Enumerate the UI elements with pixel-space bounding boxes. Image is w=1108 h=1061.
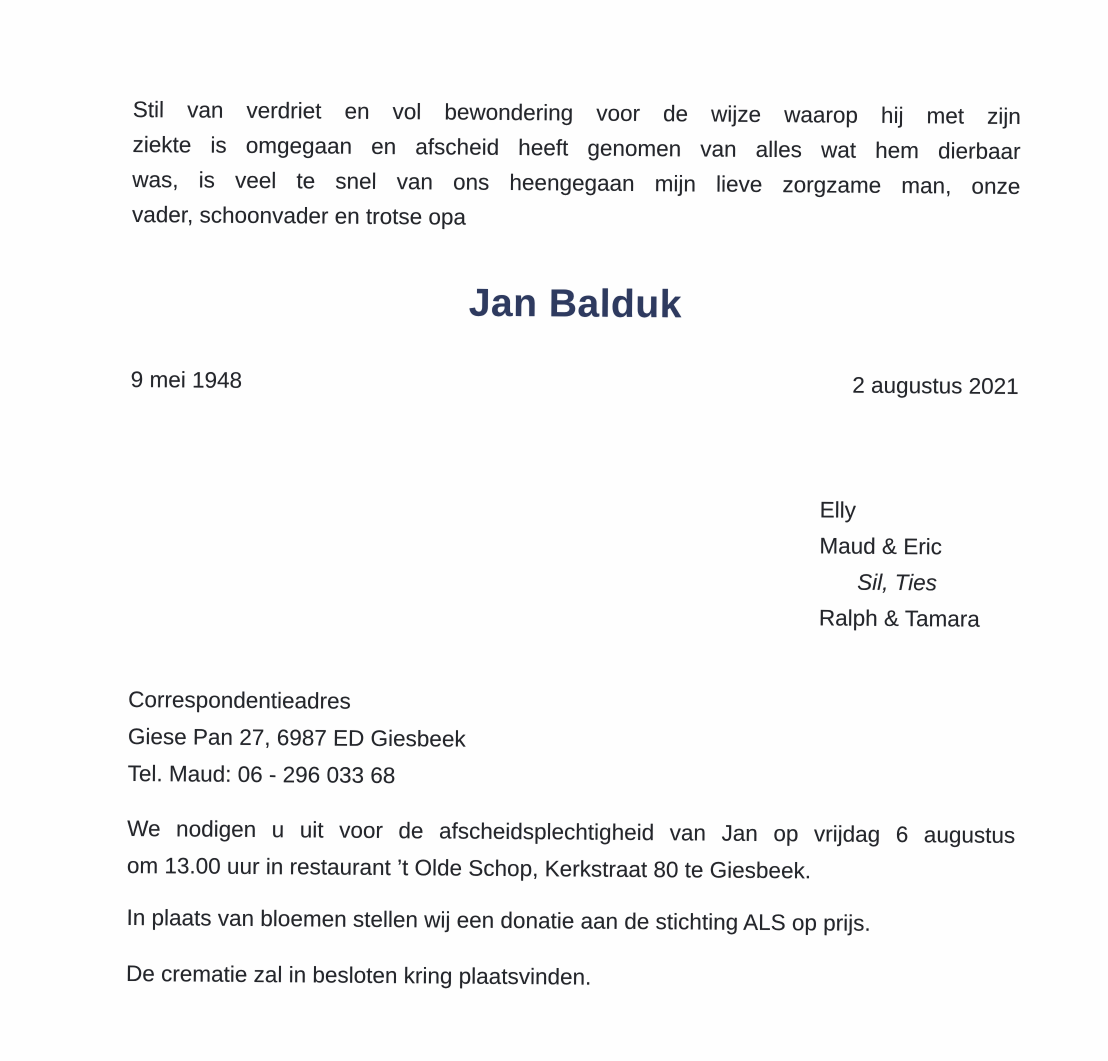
intro-line: Stil van verdriet en vol bewondering voor de wijze waarop hij met zijn <box>132 96 1021 129</box>
invitation-paragraph <box>127 810 1016 891</box>
family-names-list <box>819 492 1018 638</box>
invitation-line: We nodigen u uit voor de afscheidsplechtigheid van Jan op vrijdag 6 augustus <box>127 815 1016 848</box>
birth-date: 9 mei 1948 <box>130 366 243 393</box>
dates-row <box>131 362 1019 404</box>
family-name-spouse: Elly <box>819 497 857 523</box>
invitation-line: om 13.00 uur in restaurant ’t Olde Schop, Kerkstraat 80 te Giesbeek. <box>126 852 812 884</box>
card-content <box>126 92 1021 998</box>
correspondence-phone: Tel. Maud: 06 - 296 033 68 <box>127 760 396 789</box>
intro-line: vader, schoonvader en trotse opa <box>131 201 467 230</box>
correspondence-heading: Correspondentieadres <box>128 686 351 714</box>
family-name-child-1: Maud & Eric <box>819 533 943 560</box>
intro-line: ziekte is omgegaan en afscheid heeft genomen van alles wat hem dierbaar <box>132 131 1021 164</box>
intro-line: was, is veel te snel van ons heengegaan mijn lieve zorgzame man, onze <box>132 166 1021 199</box>
correspondence-block <box>128 681 1017 799</box>
death-date: 2 augustus 2021 <box>852 372 1019 399</box>
correspondence-address: Giese Pan 27, 6987 ED Giesbeek <box>127 723 466 752</box>
deceased-name: Jan Balduk <box>468 281 683 327</box>
donation-note: In plaats van bloemen stellen wij een donatie aan de stichting ALS op prijs. <box>126 904 871 936</box>
intro-paragraph <box>132 92 1021 239</box>
family-name-grandchildren: Sil, Ties <box>857 569 938 596</box>
family-name-child-2: Ralph & Tamara <box>818 605 980 632</box>
cremation-note: De crematie zal in besloten kring plaatsvinden. <box>125 960 592 990</box>
